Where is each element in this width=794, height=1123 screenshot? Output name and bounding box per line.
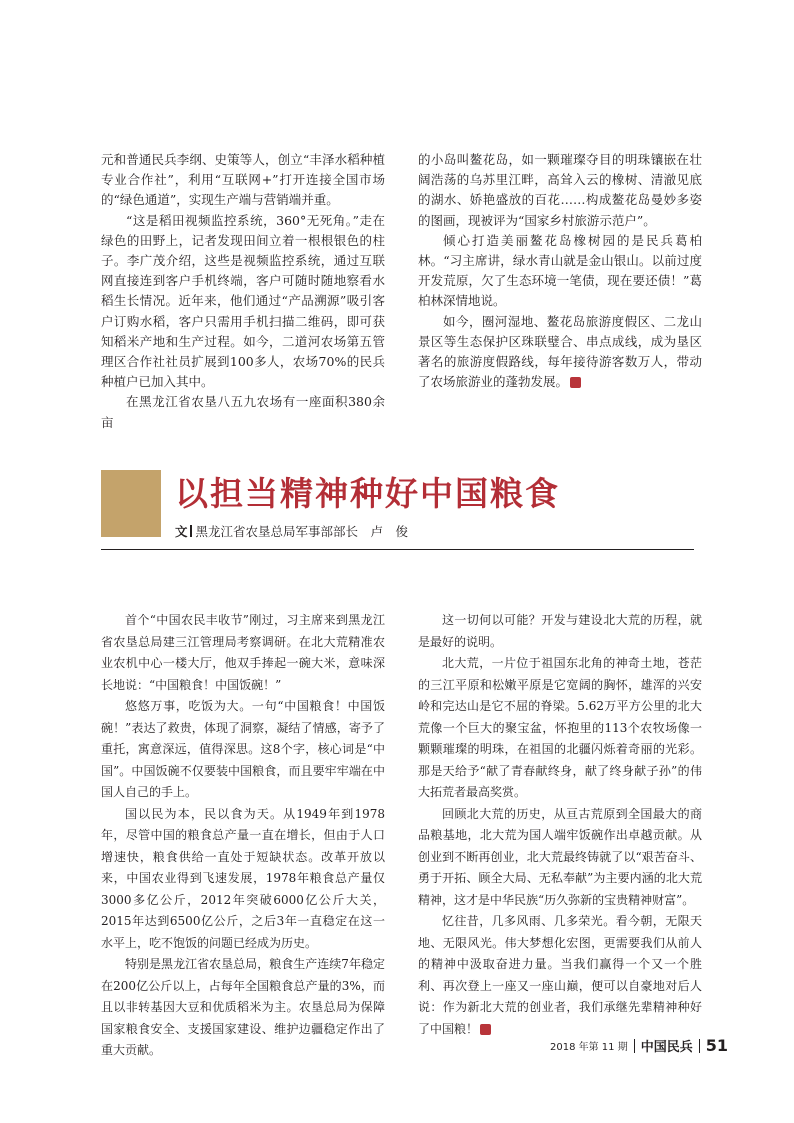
paragraph: 在黑龙江省农垦八五九农场有一座面积380余亩 (101, 394, 385, 430)
end-mark-icon: 中 (480, 1024, 491, 1035)
paragraph: 这一切何以可能？开发与建设北大荒的历程，就是最好的说明。 (418, 613, 702, 649)
title-rule (101, 549, 694, 550)
article-title: 以担当精神种好中国粮食 (175, 474, 560, 513)
article-left-column (101, 610, 385, 1062)
paragraph-text: 如今，圈河湿地、鳌花岛旅游度假区、二龙山景区等生态保护区珠联璧合、串点成线，成为垦区著名的旅游度假路线，每年接待游客数万人，带动了农场旅游业的蓬勃发展。 (418, 313, 702, 390)
article-byline (175, 524, 408, 540)
byline-prefix: 文 (175, 524, 188, 539)
paragraph: 的小岛叫鳌花岛，如一颗璀璨夺目的明珠镶嵌在壮阔浩荡的乌苏里江畔，高耸入云的橡树、清澈见底的湖水、娇艳盛放的百花……构成鳌花岛曼妙多姿的图画，现被评为“国家乡村旅游示范户”。 (418, 152, 702, 228)
footer-divider (634, 1039, 635, 1053)
end-mark-icon: 中 (570, 377, 581, 388)
magazine-name: 中国民兵 (640, 1040, 693, 1055)
paragraph: 国以民为本，民以食为天。从1949年到1978年，尽管中国的粮食总产量一直在增长，但由于人口增速快，粮食供给一直处于短缺状态。改革开放以来，中国农业得到飞速发展，1978年粮食总产量仅3000多亿公斤，2012年突破6000亿公斤大关，2015年达到6500亿公斤，之后3年一直稳定在这一水平上，吃不饱饭的问题已经成为历史。 (101, 806, 385, 950)
paragraph: 特别是黑龙江省农垦总局，粮食生产连续7年稳定在200亿公斤以上，占每年全国粮食总产量的3%，而且以非转基因大豆和优质稻米为主。农垦总局为保障国家粮食安全、支援国家建设、维护边疆稳定作出了重大贡献。 (101, 957, 385, 1057)
paragraph: “这是稻田视频监控系统，360°无死角。”走在绿色的田野上，记者发现田间立着一根根银色的柱子。李广茂介绍，这些是视频监控系统，通过互联网直接连到客户手机终端，客户可随时随地察看水稻生长情况。近年来，他们通过“产品溯源”吸引客户订购水稻，客户只需用手机扫描二维码，即可获知稻米产地和生产过程。如今，二道河农场第五管理区合作社社员扩展到100多人，农场70%的民兵种植户已加入其中。 (101, 212, 385, 390)
byline-divider (190, 525, 192, 537)
paragraph: 悠悠万事，吃饭为大。一句“中国粮食！中国饭碗！”表达了救贵，体现了洞察，凝结了情感，寄予了重托，寓意深远，值得深思。这8个字，核心词是“中国”。中国饭碗不仅要装中国粮食，而且要牢牢端在中国人自己的手上。 (101, 699, 385, 799)
paragraph: 北大荒，一片位于祖国东北角的神奇土地，苍茫的三江平原和松嫩平原是它宽阔的胸怀，雄浑的兴安岭和完达山是它不屈的脊梁。5.62万平方公里的北大荒像一个巨大的聚宝盆，怀抱里的113个农牧场像一颗颗璀璨的明珠，在祖国的北疆闪烁着奇丽的光彩。那是天给予“献了青春献终身，献了终身献子孙”的伟大拓荒者最高奖赏。 (418, 656, 702, 799)
page-footer (550, 1036, 728, 1055)
paragraph: 元和普通民兵李纲、史策等人，创立“丰泽水稻种植专业合作社”，利用“互联网+”打开连接全国市场的“绿色通道”，实现生产端与营销端并重。 (101, 152, 385, 208)
top-right-column (418, 150, 702, 392)
issue-label: 2018 年第 11 期 (550, 1042, 628, 1053)
paragraph (418, 911, 702, 1040)
footer-divider (699, 1039, 700, 1053)
paragraph-text: 忆往昔，几多风雨、几多荣光。看今朝，无限天地、无限风光。伟大梦想化宏图，更需要我们从前人的精神中汲取奋进力量。当我们赢得一个又一个胜利、再次登上一座又一座山巅，便可以自豪地对后人说：作为新北大荒的创业者，我们承继先辈精神种好了中国粮！ (418, 914, 702, 1036)
byline-author: 黑龙江省农垦总局军事部部长 卢 俊 (195, 524, 409, 539)
page-number: 51 (705, 1036, 728, 1055)
title-accent-block (101, 470, 161, 537)
article-right-column (418, 610, 702, 1040)
paragraph (418, 312, 702, 393)
paragraph: 回顾北大荒的历史，从亘古荒原到全国最大的商品粮基地，北大荒为国人端牢饭碗作出卓越贡献。从创业到不断再创业，北大荒最终铸就了以“艰苦奋斗、勇于开拓、顾全大局、无私奉献”为主要内涵的北大荒精神，这才是中华民族“历久弥新的宝贵精神财富”。 (418, 806, 702, 907)
top-left-column (101, 150, 385, 433)
paragraph: 首个“中国农民丰收节”刚过，习主席来到黑龙江省农垦总局建三江管理局考察调研。在北大荒精准农业农机中心一楼大厅，他双手捧起一碗大米，意味深长地说：“中国粮食！中国饭碗！” (101, 613, 385, 692)
paragraph: 倾心打造美丽鳌花岛橡树园的是民兵葛柏林。“习主席讲，绿水青山就是金山银山。以前过度开发荒原，欠了生态环境一笔债，现在要还债！”葛柏林深情地说。 (418, 232, 702, 309)
